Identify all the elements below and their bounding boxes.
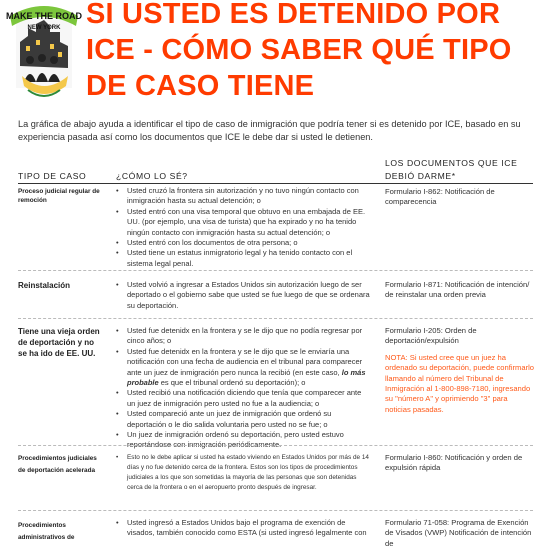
headline — [86, 0, 543, 104]
row-4-bullet: • Esto no le debe aplicar si usted ha estado viviendo en Estados Unidos por más de 14 días y no fue detenido cerca de la frontera. Estos son los tipos de procedimientos judiciales a los que son sometidas la mayoría de las personas que son detenidas cerca de la frontera o en el aeropuerto pronto después de ingresar. — [113, 453, 371, 493]
row-1-bullets — [113, 186, 371, 269]
row-4-type: Procedimientos judiciales de deportación acelerada — [18, 455, 97, 474]
row-2-docs: Formulario I-871: Notificación de intención/ de reinstalar una orden previa — [385, 280, 530, 300]
row-4-bullets — [113, 453, 371, 493]
row-divider — [18, 445, 533, 446]
header-how: ¿CÓMO LO SÉ? — [116, 171, 188, 181]
row-1-bullet: • Usted cruzó la frontera sin autorización y no tuvo ningún contacto con inmigración hasta su actual detención; o — [113, 186, 371, 207]
row-divider — [18, 318, 533, 319]
row-5-type: Procedimientos administrativos de — [18, 522, 75, 541]
logo-sub-text: NEW YORK — [27, 25, 61, 31]
make-the-road-logo — [4, 2, 84, 106]
row-3-bullet: • Usted compareció ante un juez de inmigración que ordenó su deportación o le dio salida voluntaria pero usted no se fue; o — [113, 409, 371, 430]
header-docs-line-1: LOS DOCUMENTOS QUE ICE — [385, 158, 518, 168]
row-3-type: Tiene una vieja orden de deportación y no se ha ido de EE. UU. — [18, 327, 100, 358]
headline-line-1: SI USTED ES DETENIDO POR — [86, 0, 501, 30]
row-5-docs: Formulario 71-058: Programa de Exención de Visados (VWP) Notificación de intención de — [385, 518, 532, 548]
row-3-bullet: • Usted fue detenidx en la frontera y se le dijo que no podía regresar por cinco años; o — [113, 326, 371, 347]
row-divider — [18, 270, 533, 271]
header-divider — [18, 183, 533, 184]
row-3-note: NOTA: Si usted cree que un juez ha ordenado su deportación, puede confirmarlo llamando al número del Tribunal de Inmigración al 1-800-898-7180, ingresando su "número A" y oprimiendo "3" para noticias pasadas. — [385, 352, 535, 414]
row-divider — [18, 510, 533, 511]
row-1-bullet: • Usted entró con los documentos de otra persona; o — [113, 238, 371, 248]
row-3-bullet: • Usted recibió una notificación diciendo que tenía que comparecer ante un juez de inmigración pero usted no fue a la audiencia; o — [113, 388, 371, 409]
header-docs-line-2: DEBIÓ DARME* — [385, 171, 456, 181]
intro-paragraph: La gráfica de abajo ayuda a identificar el tipo de caso de inmigración que podría tener si es detenido por ICE, basado en su experiencia pasada así como los documentos que ICE le debe dar si usted le detienen. — [18, 119, 521, 142]
row-5-bullet: • Usted ingresó a Estados Unidos bajo el programa de exención de visados, también conocido como ESTA (si usted ingresó legalmente con — [113, 518, 371, 539]
logo-top-text: MAKE THE ROAD — [6, 11, 82, 21]
row-3-bullet-text: Usted fue detenidx en la frontera y se le dijo que se le enviaría una notificación con una fecha de audiencia en el tribunal para comparecer ante un juez de inmigración pero nunca la recibió (en este caso, — [127, 346, 363, 377]
row-3-bullet-tail: es que el tribunal ordenó su deportación); o — [158, 378, 306, 388]
row-1-bullet: • Usted tiene un estatus inmigratorio legal y ha tenido contacto con el sistema legal penal. — [113, 248, 371, 269]
row-2-bullets — [113, 280, 371, 311]
row-3-docs — [385, 326, 535, 415]
header-case-type: TIPO DE CASO — [18, 171, 87, 181]
row-3-docs-text: Formulario I-205: Orden de deportación/expulsión — [385, 326, 477, 346]
headline-line-3: DE CASO TIENE — [86, 70, 315, 102]
row-3-bullet: • Un juez de inmigración ordenó su deportación, pero usted estuvo reportándose con inmigración periódicamente. — [113, 430, 371, 451]
row-1-type: Proceso judicial regular de remoción — [18, 188, 100, 204]
row-2-type: Reinstalación — [18, 281, 71, 290]
row-1-bullet: • Usted entró con una visa temporal que obtuvo en una embajada de EE. UU. (por ejemplo, una visa de turista) que ha expirado y no ha tenido ningún contacto con inmigración hasta su actual detención; o — [113, 207, 371, 238]
headline-line-2: ICE - CÓMO SABER QUÉ TIPO — [86, 34, 512, 66]
row-1-docs: Formulario I-862: Notificación de comparecencia — [385, 187, 495, 207]
row-5-bullets — [113, 518, 371, 539]
row-3-emphasis: lo más probable — [127, 367, 366, 388]
row-3-bullet — [113, 347, 371, 389]
row-2-bullet: • Usted volvió a ingresar a Estados Unidos sin autorización luego de ser deportado o el gobierno sabe que usted se fue luego de que se ordenara su deportación. — [113, 280, 371, 311]
row-3-bullets — [113, 326, 371, 451]
row-4-docs: Formulario I-860: Notificación y orden de expulsión rápida — [385, 453, 523, 473]
